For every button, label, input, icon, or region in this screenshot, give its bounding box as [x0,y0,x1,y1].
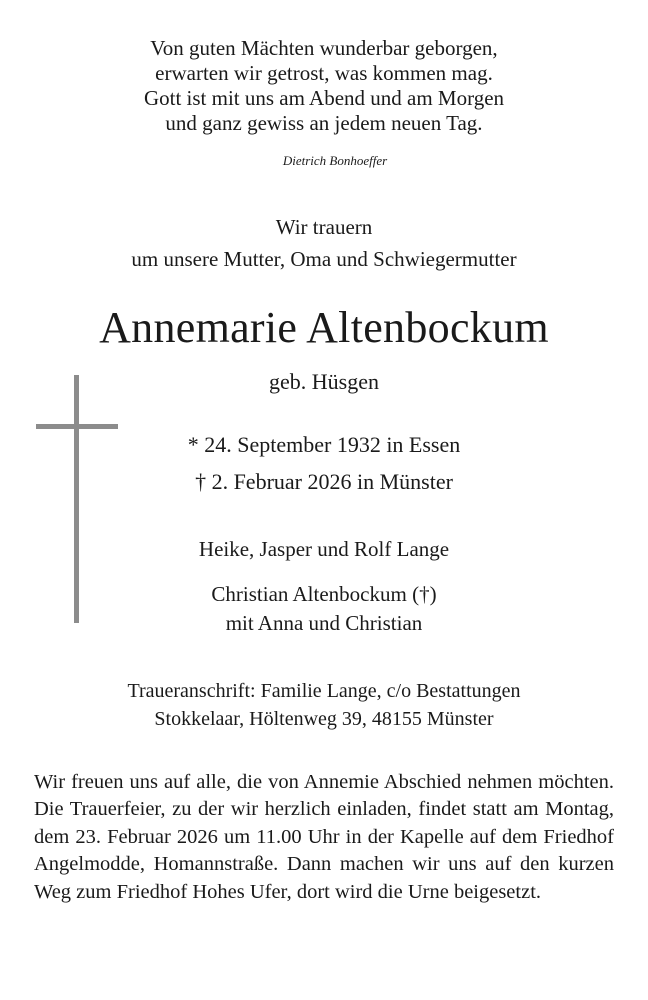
bonhoeffer-poem [0,36,648,136]
family-group-2-line-2: mit Anna und Christian [225,611,423,635]
poem-line-2: erwarten wir getrost, was kommen mag. [155,61,493,85]
death-date: † 2. Februar 2026 in Münster [195,469,453,494]
funeral-notice-text: Wir freuen uns auf alle, die von Annemie Abschied nehmen möchten. Die Trauerfeier, zu der wir herzlich einladen, findet statt am Montag, dem 23. Februar 2026 um 11.00 Uhr in der Kapelle auf dem Friedhof Angelmodde, Homannstraße. Dann machen wir uns auf den kurzen Weg zum Friedhof Hohes Ufer, dort wird die Urne beigesetzt. [34,771,614,903]
cross-horizontal-bar [36,424,118,429]
mourning-line-2: um unsere Mutter, Oma und Schwiegermutter [131,247,517,271]
cross-vertical-bar [74,375,79,623]
family-group-2-line-1: Christian Altenbockum (†) [211,582,437,606]
mourning-statement [0,211,648,275]
poem-line-1: Von guten Mächten wunderbar geborgen, [150,36,498,60]
address-line-1: Traueranschrift: Familie Lange, c/o Bestattungen [127,680,521,702]
family-group-1: Heike, Jasper und Rolf Lange [198,537,450,561]
mourning-line-1: Wir trauern [275,215,373,239]
birth-date: * 24. September 1932 in Essen [187,432,461,457]
birth-name: geb. Hüsgen [269,369,379,394]
poem-line-3: Gott ist mit uns am Abend und am Morgen [143,86,505,110]
poem-line-4: und ganz gewiss an jedem neuen Tag. [165,111,483,135]
deceased-name: Annemarie Altenbockum [99,303,549,352]
christian-cross-icon [36,375,118,623]
poem-author: Dietrich Bonhoeffer [282,153,388,168]
address-line-2: Stokkelaar, Höltenweg 39, 48155 Münster [154,708,494,730]
mourning-address [0,677,648,733]
